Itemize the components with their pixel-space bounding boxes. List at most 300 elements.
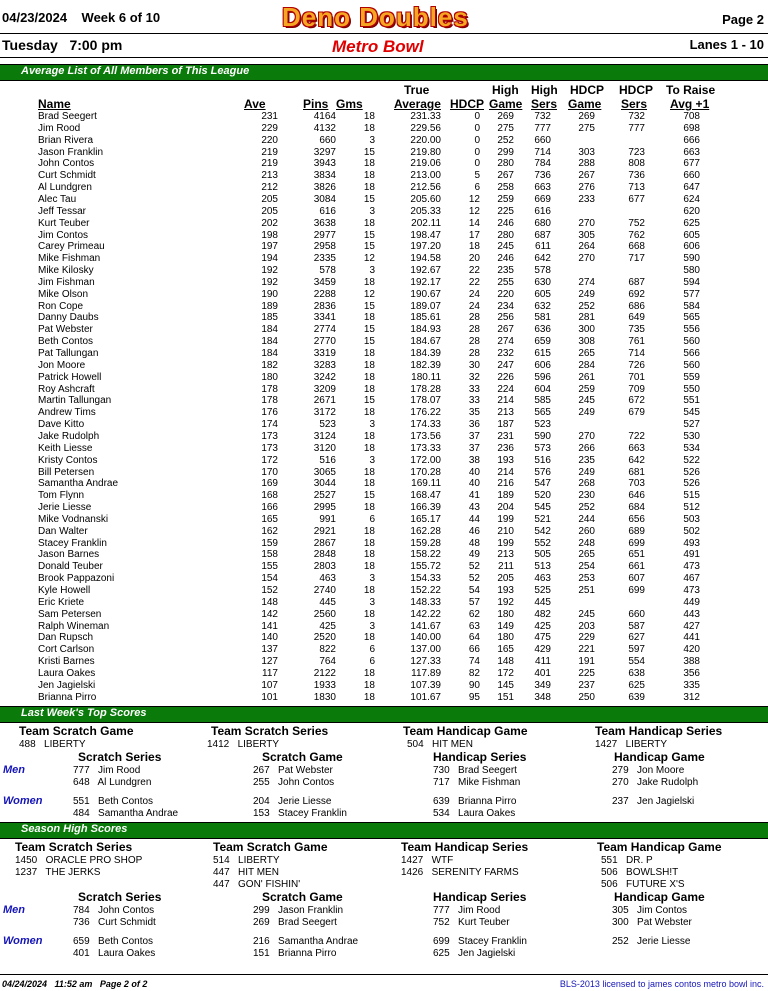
cell-name: Kristi Barnes: [38, 656, 95, 668]
cell-hds: 808: [628, 158, 645, 170]
cell-hdg: 261: [578, 371, 595, 383]
cell-gms: 18: [363, 442, 375, 454]
cell-hdcp: 28: [468, 348, 480, 359]
cell-hdcp: 28: [468, 312, 480, 324]
cell-hdg: 264: [578, 241, 595, 253]
cell-ave: 192: [261, 276, 278, 288]
cell-ave: 220: [261, 134, 278, 146]
cell-raise: 590: [683, 253, 700, 265]
col-true-1: True: [404, 83, 430, 97]
cell-hg: 180: [497, 632, 514, 644]
cell-true: 140.00: [410, 632, 441, 644]
cell-gms: 18: [363, 383, 375, 395]
cell-true: 205.60: [410, 193, 441, 205]
cell-name: Danny Daubs: [38, 312, 99, 324]
cell-name: Al Lundgren: [38, 182, 92, 194]
sh-handicap-series-women-1: 699 Stacey Franklin: [433, 936, 527, 947]
cell-raise: 503: [683, 513, 700, 525]
cell-hds: 703: [628, 478, 645, 490]
cell-raise: 526: [683, 466, 700, 478]
cell-hs: 605: [534, 288, 551, 300]
cell-hds: 668: [628, 241, 645, 253]
cell-pins: 463: [319, 573, 336, 585]
cell-gms: 18: [363, 122, 375, 134]
cell-hds: 587: [628, 620, 645, 632]
cell-ave: 182: [261, 359, 278, 371]
cell-true: 184.93: [410, 324, 441, 336]
cell-hg: 280: [497, 158, 514, 170]
cell-hg: 193: [497, 585, 514, 596]
lw-scratch-game-men-2: 255 John Contos: [253, 777, 335, 788]
cell-pins: 3943: [313, 158, 336, 170]
cell-raise: 559: [683, 371, 700, 383]
last-week-band: [0, 706, 768, 723]
cell-hs: 542: [534, 525, 551, 537]
cell-ave: 148: [261, 596, 278, 608]
cell-hdg: 259: [578, 383, 595, 395]
cell-raise: 449: [683, 596, 700, 608]
sh-scratch-series-label: Scratch Series: [78, 890, 162, 904]
col-high-sers-1: High: [531, 83, 558, 97]
cell-hg: 267: [497, 170, 514, 182]
cell-hs: 505: [534, 549, 551, 561]
cell-gms: 3: [369, 134, 375, 146]
cell-hdg: 308: [578, 336, 595, 348]
cell-hds: 681: [628, 466, 645, 478]
cell-hdcp: 46: [468, 525, 480, 537]
sh-handicap-series-women-2: 625 Jen Jagielski: [433, 948, 516, 959]
cell-hg: 246: [497, 253, 514, 265]
cell-raise: 594: [683, 276, 700, 288]
cell-name: Kyle Howell: [38, 585, 91, 596]
cell-pins: 1933: [313, 679, 336, 691]
report-date: 04/23/2024: [2, 10, 68, 25]
cell-hg: 246: [497, 217, 514, 229]
cell-name: Eric Kriete: [38, 596, 85, 608]
cell-name: Martin Tallungan: [38, 395, 112, 407]
cell-gms: 18: [363, 537, 375, 549]
cell-ave: 178: [261, 395, 278, 407]
cell-hdcp: 12: [468, 193, 480, 205]
cell-hs: 736: [534, 170, 551, 182]
cell-hdg: 229: [578, 632, 595, 644]
cell-hdcp: 6: [474, 182, 480, 194]
cell-true: 194.58: [410, 253, 441, 265]
cell-hdg: 254: [578, 561, 595, 573]
sh-scratch-series-women-1: 659 Beth Contos: [73, 936, 154, 947]
cell-hds: 554: [628, 656, 645, 668]
sh-team-handicap-game-3: 506 FUTURE X'S: [601, 879, 685, 890]
cell-hs: 611: [535, 241, 551, 253]
cell-hg: 210: [497, 525, 514, 537]
cell-true: 141.67: [410, 620, 441, 632]
cell-true: 176.22: [410, 407, 441, 419]
cell-hg: 204: [497, 502, 514, 514]
cell-name: Tom Flynn: [38, 490, 85, 502]
cell-pins: 991: [319, 513, 336, 525]
cell-hdcp: 35: [468, 407, 480, 419]
cell-gms: 18: [363, 407, 375, 419]
sh-team-handicap-game-2: 506 BOWLSH!T: [601, 867, 679, 878]
cell-hds: 597: [628, 644, 645, 656]
cell-hdcp: 36: [468, 419, 480, 431]
lw-team-scratch-series-entry: 1412 LIBERTY: [207, 739, 280, 750]
cell-ave: 184: [261, 324, 278, 336]
sh-handicap-series-label: Handicap Series: [433, 890, 527, 904]
cell-hds: 689: [628, 525, 645, 537]
cell-true: 178.28: [410, 383, 441, 395]
cell-ave: 205: [261, 193, 278, 205]
cell-ave: 231: [261, 111, 278, 122]
cell-pins: 3242: [313, 371, 336, 383]
cell-hs: 669: [534, 193, 551, 205]
cell-pins: 2958: [313, 241, 336, 253]
cell-gms: 15: [363, 490, 375, 502]
cell-hg: 252: [497, 134, 514, 146]
cell-raise: 560: [683, 336, 700, 348]
cell-hs: 777: [534, 122, 551, 134]
cell-name: Jon Moore: [38, 359, 86, 371]
table-row: [0, 549, 768, 561]
cell-gms: 15: [363, 324, 375, 336]
table-row: [0, 467, 768, 479]
cell-raise: 467: [683, 573, 700, 585]
cell-name: Laura Oakes: [38, 667, 96, 679]
table-row: [0, 194, 768, 206]
lw-team-scratch-series-label: Team Scratch Series: [211, 724, 329, 738]
cell-true: 158.22: [410, 549, 441, 561]
cell-pins: 2836: [313, 300, 336, 312]
cell-pins: 2671: [313, 395, 336, 407]
header-divider: [0, 33, 768, 34]
cell-raise: 522: [683, 454, 700, 466]
cell-pins: 3209: [313, 383, 336, 395]
cell-hdg: 270: [578, 430, 595, 442]
sh-handicap-game-men-1: 305 Jim Contos: [612, 905, 688, 916]
cell-hds: 699: [628, 585, 645, 596]
cell-name: Dan Rupsch: [38, 632, 94, 644]
lw-scratch-game-women-2: 153 Stacey Franklin: [253, 808, 347, 819]
cell-hdcp: 28: [468, 336, 480, 348]
cell-hdg: 269: [578, 111, 595, 122]
sh-team-handicap-series-1: 1427 WTF: [401, 855, 454, 866]
cell-true: 178.07: [410, 395, 441, 407]
cell-name: Andrew Tims: [38, 407, 96, 419]
cell-hg: 232: [497, 348, 514, 359]
table-row: [0, 443, 768, 455]
cell-true: 169.11: [411, 478, 441, 490]
cell-hds: 762: [628, 229, 645, 241]
lw-team-handicap-series-entry: 1427 LIBERTY: [595, 739, 668, 750]
cell-gms: 12: [363, 253, 375, 265]
cell-hdg: 249: [578, 288, 595, 300]
cell-hg: 214: [497, 395, 514, 407]
cell-hg: 226: [497, 371, 514, 383]
league-logo: Deno Doubles: [282, 2, 469, 32]
cell-hdcp: 41: [468, 490, 480, 502]
table-row: [0, 502, 768, 514]
cell-hdg: 265: [578, 549, 595, 561]
cell-true: 182.39: [410, 359, 441, 371]
cell-name: Jim Rood: [38, 122, 81, 134]
cell-raise: 473: [683, 585, 700, 596]
table-row: [0, 490, 768, 502]
cell-gms: 3: [369, 620, 375, 632]
lw-scratch-series-women-1: 551 Beth Contos: [73, 796, 154, 807]
cell-gms: 18: [363, 502, 375, 514]
cell-true: 127.33: [410, 656, 441, 668]
cell-hdcp: 0: [474, 122, 480, 134]
table-row: [0, 585, 768, 597]
cell-ave: 162: [261, 525, 278, 537]
cell-raise: 441: [683, 632, 700, 644]
cell-gms: 12: [363, 288, 375, 300]
sh-scratch-game-women-2: 151 Brianna Pirro: [253, 948, 337, 959]
cell-gms: 3: [369, 596, 375, 608]
table-row: [0, 230, 768, 242]
col-hdcp-game-2: Game: [568, 97, 602, 111]
cell-hds: 661: [628, 561, 645, 573]
cell-raise: 491: [683, 549, 700, 561]
cell-ave: 172: [261, 454, 278, 466]
cell-hdcp: 18: [468, 241, 480, 253]
table-row: [0, 265, 768, 277]
cell-gms: 3: [369, 454, 375, 466]
cell-raise: 660: [683, 170, 700, 182]
cell-hdcp: 52: [468, 561, 480, 573]
table-row: [0, 514, 768, 526]
cell-pins: 3834: [313, 170, 336, 182]
cell-hg: 199: [497, 537, 514, 549]
sh-handicap-game-label: Handicap Game: [614, 890, 705, 904]
cell-hdcp: 33: [468, 395, 480, 407]
cell-hg: 224: [497, 383, 514, 395]
table-row: [0, 609, 768, 621]
lw-handicap-series-women-2: 534 Laura Oakes: [433, 808, 516, 819]
table-row: [0, 431, 768, 443]
cell-hds: 646: [628, 490, 645, 502]
cell-hds: 638: [628, 667, 645, 679]
cell-gms: 18: [363, 691, 375, 703]
cell-ave: 205: [261, 205, 278, 217]
printed-stamp: 04/24/2024 11:52 am Page 2 of 2: [2, 979, 148, 989]
col-high-game-1: High: [492, 83, 519, 97]
cell-true: 142.22: [410, 608, 441, 620]
cell-gms: 15: [363, 193, 375, 205]
lw-handicap-game-men-2: 270 Jake Rudolph: [612, 777, 699, 788]
cell-hdcp: 33: [468, 383, 480, 395]
cell-hdg: 203: [578, 620, 595, 632]
cell-name: Jason Franklin: [38, 146, 104, 158]
cell-raise: 312: [683, 691, 700, 703]
cell-hdcp: 12: [468, 205, 480, 217]
cell-raise: 647: [683, 182, 700, 194]
cell-ave: 117: [262, 667, 278, 679]
cell-pins: 2740: [313, 585, 336, 596]
cell-hdcp: 24: [468, 288, 480, 300]
cell-hs: 636: [534, 324, 551, 336]
cell-true: 174.33: [410, 419, 441, 431]
col-hdcp: HDCP: [450, 97, 485, 111]
cell-ave: 127: [261, 656, 278, 668]
bowling-center: Metro Bowl: [332, 37, 424, 56]
table-row: [0, 407, 768, 419]
cell-name: Patrick Howell: [38, 371, 102, 383]
cell-true: 152.22: [410, 585, 441, 596]
cell-pins: 2288: [313, 288, 336, 300]
cell-gms: 15: [363, 229, 375, 241]
cell-ave: 107: [261, 679, 278, 691]
cell-true: 184.39: [410, 348, 441, 359]
cell-true: 189.07: [410, 300, 441, 312]
lw-team-handicap-game-entry: 504 HIT MEN: [407, 739, 473, 750]
cell-hdg: 260: [578, 525, 595, 537]
cell-hg: 180: [497, 608, 514, 620]
cell-true: 180.11: [411, 371, 441, 383]
cell-ave: 166: [261, 502, 278, 514]
sh-handicap-series-men-1: 777 Jim Rood: [433, 905, 501, 916]
table-row: [0, 135, 768, 147]
table-row: [0, 573, 768, 585]
cell-gms: 18: [363, 276, 375, 288]
table-row: [0, 372, 768, 384]
cell-hdcp: 95: [468, 691, 480, 703]
cell-ave: 184: [261, 336, 278, 348]
cell-hdcp: 57: [468, 596, 480, 608]
cell-hdcp: 24: [468, 300, 480, 312]
table-row: [0, 336, 768, 348]
cell-hs: 411: [535, 656, 551, 668]
cell-raise: 388: [683, 656, 700, 668]
col-hdcp-game-1: HDCP: [570, 83, 605, 97]
cell-hg: 258: [497, 182, 514, 194]
table-row: [0, 384, 768, 396]
cell-hg: 145: [497, 679, 514, 691]
sh-team-scratch-game-1: 514 LIBERTY: [213, 855, 280, 866]
table-row: [0, 277, 768, 289]
cell-hdg: 274: [578, 276, 595, 288]
cell-raise: 551: [683, 395, 700, 407]
cell-hs: 616: [534, 205, 551, 217]
cell-ave: 165: [261, 513, 278, 525]
table-row: [0, 253, 768, 265]
cell-gms: 3: [369, 205, 375, 217]
day-time: [2, 37, 122, 53]
cell-hds: 699: [628, 537, 645, 549]
cell-hdg: 275: [578, 122, 595, 134]
cell-name: Sam Petersen: [38, 608, 102, 620]
cell-pins: 425: [319, 620, 336, 632]
lw-handicap-series-women-1: 639 Brianna Pirro: [433, 796, 517, 807]
cell-pins: 3297: [313, 146, 336, 158]
cell-gms: 6: [369, 644, 375, 656]
cell-hg: 274: [497, 336, 514, 348]
cell-gms: 18: [363, 111, 375, 122]
cell-pins: 2921: [313, 525, 336, 537]
cell-ave: 137: [261, 644, 278, 656]
cell-raise: 663: [683, 146, 700, 158]
sh-team-scratch-game-label: Team Scratch Game: [213, 840, 328, 854]
cell-raise: 527: [683, 419, 700, 431]
col-ave: Ave: [244, 97, 266, 111]
cell-hs: 521: [534, 513, 551, 525]
cell-name: Kristy Contos: [38, 454, 98, 466]
cell-name: Brian Rivera: [38, 134, 94, 146]
average-list-title: Average List of All Members of This League: [21, 65, 250, 77]
cell-pins: 3172: [313, 407, 336, 419]
time: 7:00 pm: [69, 37, 123, 53]
cell-hdg: 191: [578, 656, 595, 668]
cell-gms: 18: [363, 525, 375, 537]
report-date-week: [2, 10, 160, 25]
cell-hdcp: 44: [468, 513, 480, 525]
cell-hds: 777: [628, 122, 645, 134]
cell-gms: 18: [363, 217, 375, 229]
cell-hds: 642: [628, 454, 645, 466]
cell-hg: 299: [497, 146, 514, 158]
cell-name: Ron Cope: [38, 300, 84, 312]
cell-raise: 577: [683, 288, 700, 300]
cell-hs: 401: [534, 667, 551, 679]
sh-scratch-game-women-1: 216 Samantha Andrae: [253, 936, 359, 947]
cell-gms: 18: [363, 182, 375, 194]
cell-hs: 513: [534, 561, 551, 573]
cell-ave: 202: [261, 217, 278, 229]
cell-hds: 627: [628, 632, 645, 644]
cell-hds: 625: [628, 679, 645, 691]
cell-ave: 101: [261, 691, 278, 703]
cell-pins: 516: [319, 454, 336, 466]
cell-hds: 663: [628, 442, 645, 454]
cell-pins: 2848: [313, 549, 336, 561]
sh-women-label: Women: [3, 935, 43, 947]
cell-hs: 604: [534, 383, 551, 395]
cell-hdcp: 14: [468, 217, 480, 229]
cell-hs: 425: [534, 620, 551, 632]
cell-name: Ralph Wineman: [38, 620, 110, 632]
cell-hds: 639: [628, 691, 645, 703]
cell-hdg: 303: [578, 146, 595, 158]
cell-name: Mike Kilosky: [38, 265, 94, 277]
cell-pins: 3084: [313, 193, 336, 205]
col-to-raise-2: Avg +1: [670, 97, 710, 111]
cell-raise: 335: [683, 679, 700, 691]
cell-hdg: 284: [578, 359, 595, 371]
cell-pins: 4164: [313, 111, 336, 122]
cell-name: Kurt Teuber: [38, 217, 90, 229]
cell-hdcp: 54: [468, 585, 480, 596]
cell-raise: 515: [683, 490, 700, 502]
cell-hdcp: 66: [468, 644, 480, 656]
lw-scratch-game-men-1: 267 Pat Webster: [253, 765, 333, 776]
table-row: [0, 478, 768, 490]
cell-pins: 3459: [313, 276, 336, 288]
cell-hdcp: 74: [468, 656, 480, 668]
cell-gms: 18: [363, 371, 375, 383]
cell-ave: 198: [261, 229, 278, 241]
cell-pins: 523: [319, 419, 336, 431]
table-row: [0, 526, 768, 538]
lw-handicap-series-men-1: 730 Brad Seegert: [433, 765, 517, 776]
cell-hs: 659: [534, 336, 551, 348]
cell-hs: 482: [534, 608, 551, 620]
week-label: Week 6 of 10: [81, 10, 161, 25]
cell-true: 155.72: [410, 561, 441, 573]
cell-pins: 2335: [313, 253, 336, 265]
cell-pins: 2520: [313, 632, 336, 644]
cell-hds: 752: [628, 217, 645, 229]
cell-hdcp: 5: [474, 170, 480, 182]
